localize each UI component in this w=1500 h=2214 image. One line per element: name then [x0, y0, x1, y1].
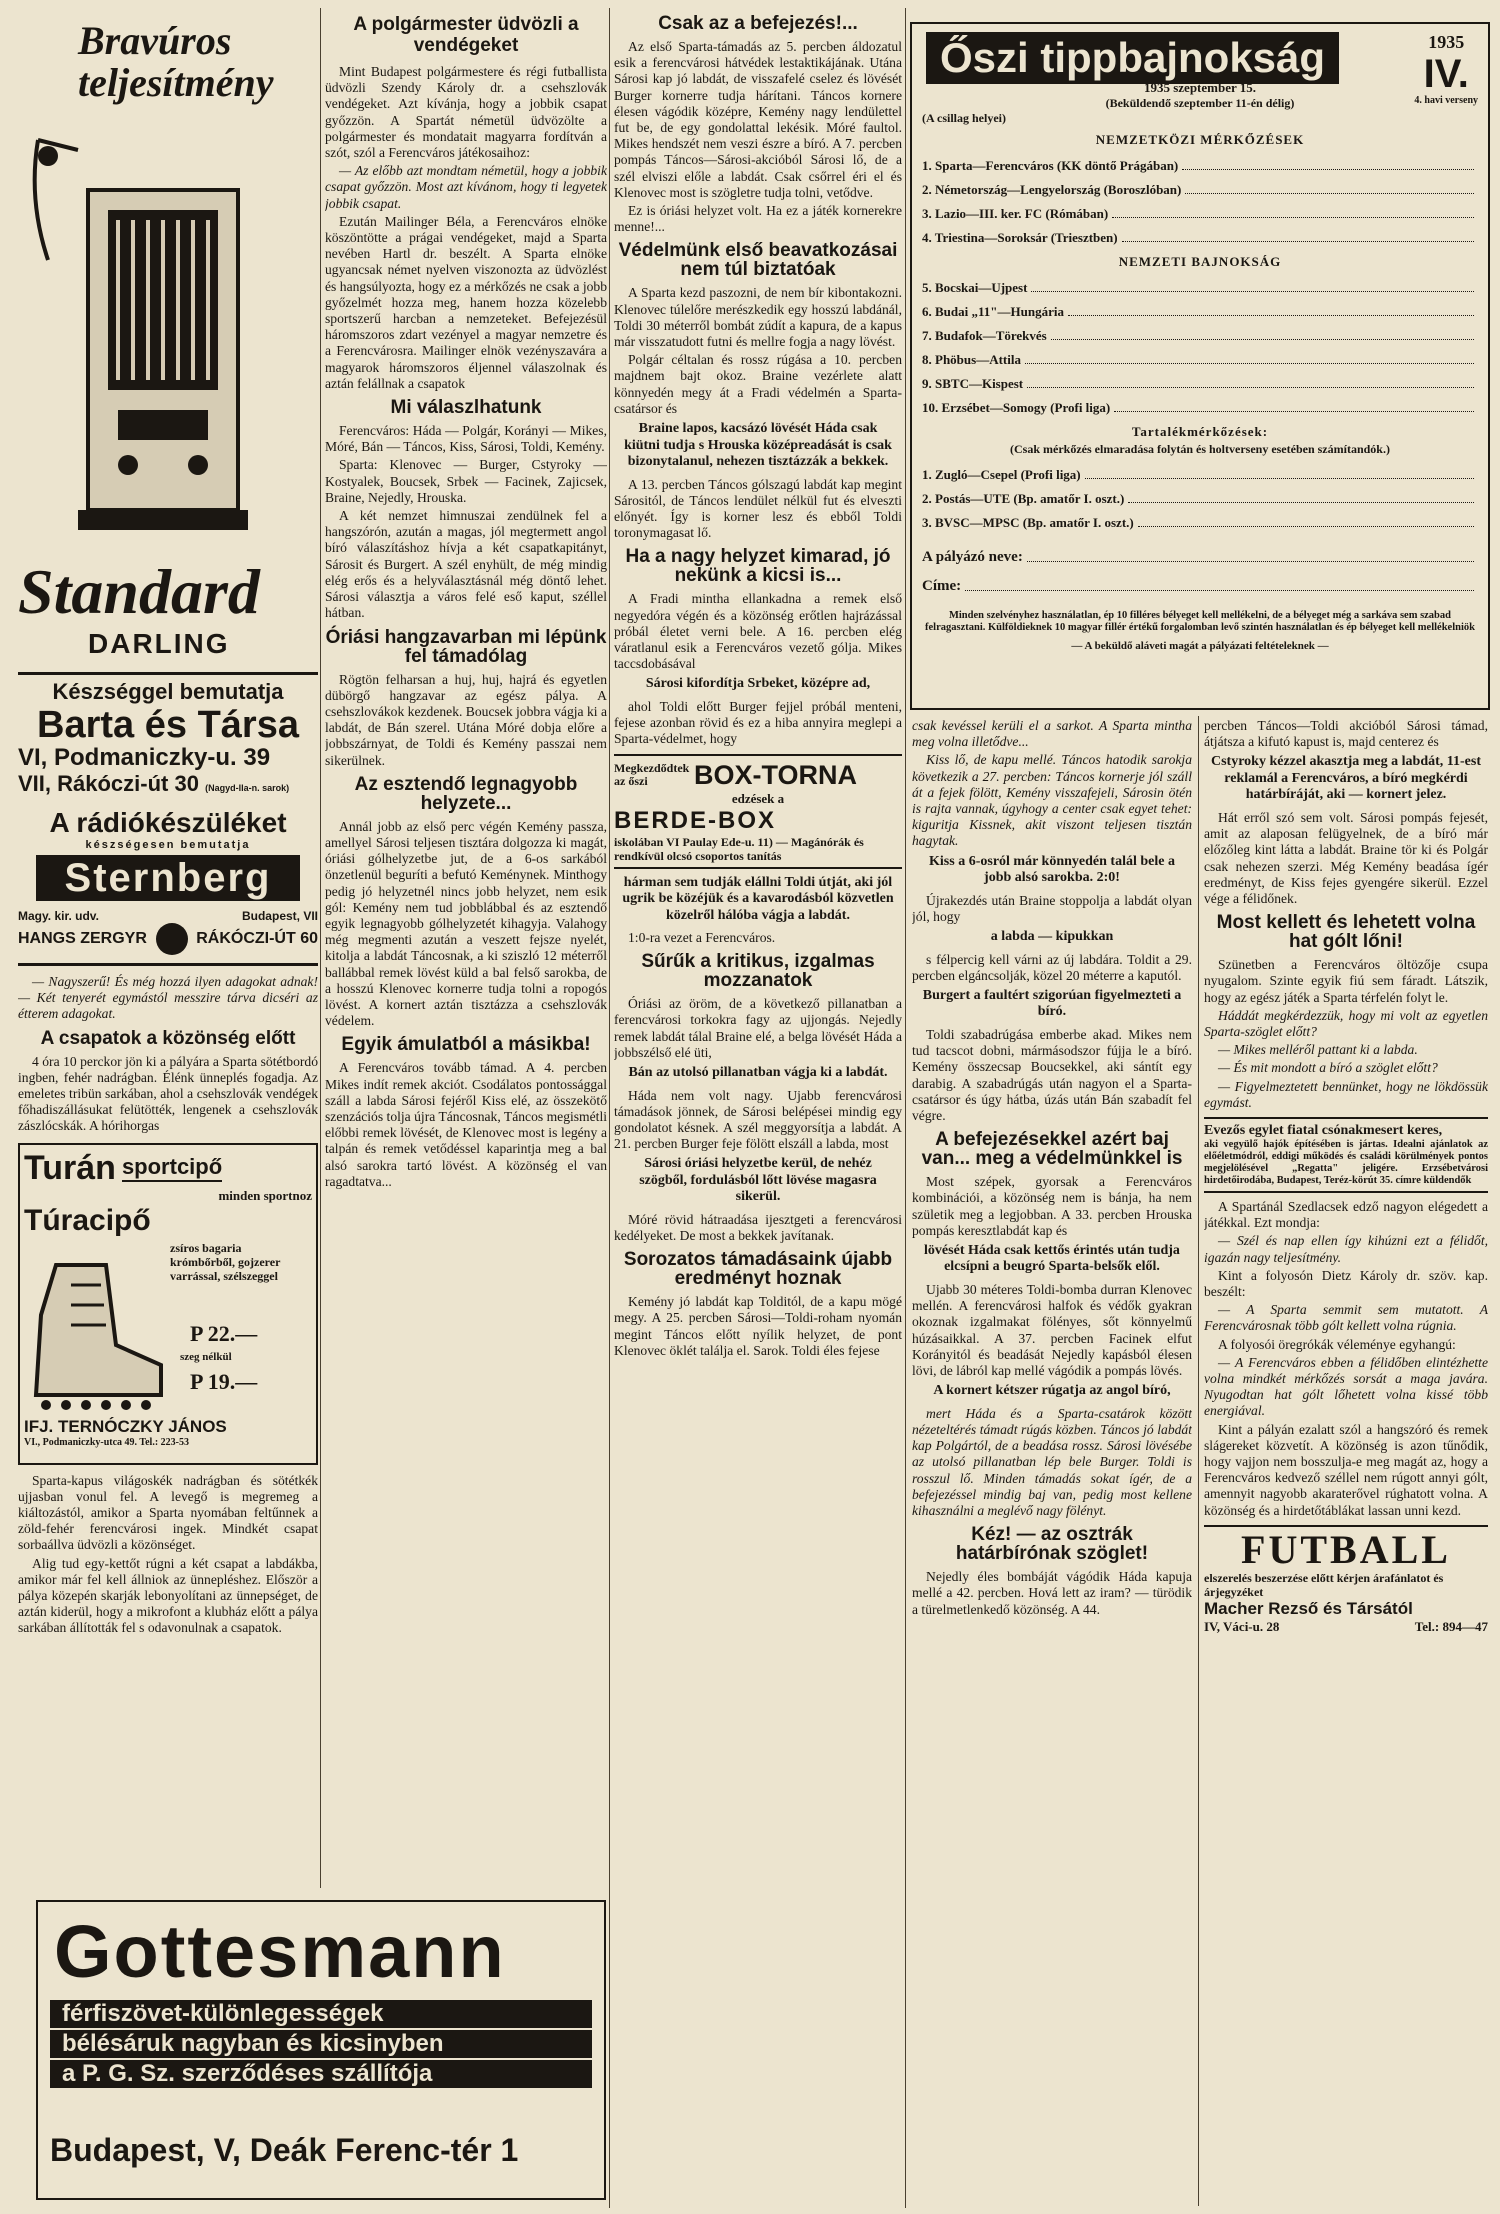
international-matches [922, 158, 1478, 245]
article-paragraph: Szünetben a Ferencváros öltözője csupa nyugalom. Szinte egyik fiú sem fáradt. Látszik, hogy az egész játék a Sparta térfelén folyt le. [1204, 957, 1488, 1005]
ad-text: aki vegyülő hajók építésében is jártas. Idealni ajánlatok az előéletmódról, eddigi működés és családi körülmények pontos megjelölésével „Regatta" jeligére. Erzsébetvárosi hirdetőirodába, Budapest, Teréz-körút 35. címre küldendők [1204, 1138, 1488, 1186]
berde-box-ad [614, 754, 902, 869]
highlight: Sárosi kifordítja Srbeket, középre ad, [645, 676, 871, 692]
article-paragraph: mert Háda és a Sparta-csatárok között nézeteltérés támadt rúgás közben. Táncos jó labdát kap Polgártól, de a beadása rossz. Sárosi lövésébe az utolsó pillanatban lép bele Burger. Toldi is rosszul lő. Minden támadás sokat ígér, de a befejezéssel mindig baj van, pedig most kellene kihasználni a meglévő nagy fölényt. [912, 1405, 1192, 1518]
ad-address: Budapest, V, Deák Ferenc-tér 1 [50, 2132, 519, 2168]
lineup-sparta: Sparta: Klenovec — Burger, Cstyroky — Kostyalek, Boucsek, Srbek — Facinek, Zajicsek, Braine, Nejedly, Hrouska. [325, 457, 607, 505]
ad-brand: Sternberg [36, 855, 300, 901]
subheading: Egyik ámulatból a másikba! [341, 1034, 591, 1056]
ad-price: P 22.— [190, 1320, 258, 1346]
match-row[interactable] [922, 467, 1478, 482]
article-paragraph: 4 óra 10 perckor jön ki a pályára a Sparta sötétbordó ingben, fehér nadrágban. Élénk ünneplés fogadja. Az emeletes tribün sarkában, ahol a csehszlovák vendégek főhadiszállásukat felütötték, lengenek a csehszlovák zászlócskák. A hórihorgas [18, 1053, 318, 1134]
match-label: 3. Lazio—III. ker. FC (Rómában) [922, 206, 1109, 221]
ad-text: Magy. kir. udv. [18, 909, 99, 923]
article-paragraph: Újrakezdés után Braine stoppolja a labdát olyan jól, hogy [912, 892, 1192, 924]
coupon-rules: Minden szelvényhez használatlan, ép 10 filléres bélyeget kell mellékelni, de a bélyeget még a sarkáva sem szabad felragasztani. Külföldieknek 10 magyar fillér értékű forgalomban levő szintén használatlan és ép bélyeget kell mellékelniök [925, 610, 1475, 633]
article-paragraph: Ezután Mailinger Béla, a Ferencváros elnöke köszöntötte a prágai vendégeket, majd a Sparta nevében Hartl dr. beszélt. A Sparta elnöke ugyancsak német nyelven viszonozta az üdvözlést és hangsúlyozta, hogy ez a mérkőzés ne csak a jobb győzelmét hozza meg, hanem hozza közelebb sportszerű harcban a nemzeteket. Befejezésül háromszoros zdart vezényel a magyar nemzetre és a Ferencvárosra. Mailinger elnök vezényszavára a magyarok háromszoros éljennel válaszolnak és aztán felállnak a csapatok [325, 213, 607, 391]
ad-model: DARLING [88, 628, 230, 659]
match-row[interactable] [922, 280, 1478, 295]
article-paragraph: Háddát megkérdezzük, hogy mi volt az egyetlen Sparta-szöglet előtt? [1204, 1007, 1488, 1039]
field-label: Címe: [922, 578, 962, 594]
column-2 [325, 8, 607, 1888]
match-row[interactable] [922, 515, 1478, 530]
article-paragraph: Móré rövid hátraadása ijesztgeti a ferencvárosi kedélyeket. De most a bekkek javítanak. [614, 1211, 902, 1244]
article-paragraph: Polgár céltalan és rossz rúgása a 10. percben majdnem bajt okoz. Braine vezérlete alatt könnyedén megy át a Fradi védelmén a Sparta-csatársor és [614, 352, 902, 416]
highlight: lövését Háda csak kettős érintés után tudja elcsípni a beugró Sparta-belsők elől. [924, 1242, 1180, 1275]
coupon-round: IV. [1423, 52, 1469, 96]
match-label: 10. Erzsébet—Somogy (Profi liga) [922, 400, 1111, 415]
column-rule [905, 8, 906, 2208]
coupon-deadline: (Beküldendő szeptember 11-én délig) [1105, 96, 1295, 110]
section-header: NEMZETI BAJNOKSÁG [1118, 254, 1282, 269]
article-paragraph: ahol Toldi előtt Burger fejjel próbál menteni, fejese azonban rövid és ez a hiba annyira meglepi a Sparta-védelmet, hogy [614, 698, 902, 747]
match-label: 4. Triestina—Soroksár (Triesztben) [922, 230, 1118, 245]
ad-headline: Bravúros teljesítmény [78, 18, 274, 105]
ad-address: RÁKÓCZI-ÚT 60 [196, 930, 318, 947]
subheading: A befejezésekkel azért baj van... meg a védelmünkkel is [921, 1129, 1183, 1170]
article-paragraph: Hát erről szó sem volt. Sárosi pompás fejesét, amit az alaposan felügyelnek, de a bíró már előzőleg kint látta a labdát. Braine tör ki és Polgár csak nehezen szerzi. Még Kemény beadása ígér eredményt, de Kiss fejes gyengére sikerül. Ezzel vége a félidőnek. [1204, 809, 1488, 906]
article-paragraph: — Figyelmeztetett bennünket, hogy ne lökdössük egymást. [1204, 1078, 1488, 1110]
gottesmann-ad [36, 1900, 606, 2200]
column-rule [609, 8, 610, 2208]
ad-headline: FUTBALL [1241, 1526, 1451, 1572]
field-label: A pályázó neve: [922, 549, 1023, 565]
article-paragraph: Nejedly éles bombáját vágódik Háda kapuja mellé a 42. percben. Hová lett az iram? — türödik a türelmetlenkedő közönség. A 44. [912, 1569, 1192, 1617]
article-paragraph: A Fradi mintha ellankadna a remek első negyedóra végén és a közönség erőtlen hajrázással próbál életet verni bele. A 16. percben elég váratlanul esik a Ferencváros vezető gólja. Mikes taccsdobásával [614, 591, 902, 672]
match-row[interactable] [922, 206, 1478, 221]
tip-entry-line[interactable] [1025, 363, 1474, 364]
ad-headline: BOX-TORNA [694, 759, 858, 790]
article-paragraph: Most szépek, gyorsak a Ferencváros kombinációi, a közönség nem is bánja, ha nem születik meg a legjobban. A 33. percben Hrouska pompás keresztlabdát kap és [912, 1174, 1192, 1238]
ad-product: sportcipő [122, 1154, 222, 1182]
evezos-classified-ad [1204, 1117, 1488, 1193]
article-paragraph: Toldi szabadrúgása emberbe akad. Mikes nem tud tacscot dobni, mármásodszor fújja le a bíró. Kemény összecsap Boucsekkel, aki sántít egy darabig. A szabadrúgás után nagyon el a Sparta-csatársor és úgy hátba, úzás után Bán szabadít fel végre. [912, 1026, 1192, 1123]
column-3 [614, 8, 902, 2208]
article-paragraph: A két nemzet himnuszai zendülnek fel a hangszórón, azután a magas, jól megtermett angol bíró válaszításhoz hívja a két csapatkapitányt, Sárosit és Burgert. A szél enyhült, de még mindig elég erős és a helyválasztásnál még döntő lehet. Sárosi választja a város felé eső kaput, széllel hátban. [325, 508, 607, 621]
ad-brand: Turán [24, 1148, 116, 1187]
match-row[interactable] [922, 376, 1478, 391]
coupon-date: 1935 szeptember 15. [1143, 80, 1257, 95]
ad-text: készségesen bemutatja [85, 839, 251, 851]
ad-address-note: (Nagyd-lla-n. sarok) [205, 783, 290, 793]
article-paragraph: — Nagyszerű! És még hozzá ilyen adagokat adnak! — Két tenyerét egymástól messzire tárva dicséri az étterem adagokat. [18, 974, 318, 1022]
ad-brand: Gottesmann [54, 1910, 506, 1993]
article-paragraph: — Szél és nap ellen így kihúzni ezt a félidőt, igazán nagy teljesítmény. [1204, 1233, 1488, 1265]
tip-entry-line[interactable] [1027, 387, 1474, 388]
subheading: Ha a nagy helyzet kimarad, jó nekünk a kicsi is... [625, 546, 891, 587]
applicant-address-field[interactable] [922, 579, 1478, 594]
tip-entry-line[interactable] [1122, 241, 1474, 242]
ad-text: a P. G. Sz. szerződéses szállítója [50, 2060, 592, 2088]
tip-entry-line[interactable] [1112, 217, 1474, 218]
column-rule [320, 8, 321, 1888]
subheading: Sűrűk a kritikus, izgalmas mozzanatok [641, 951, 875, 992]
match-label: 1. Sparta—Ferencváros (KK döntő Prágában) [922, 158, 1179, 173]
ad-text: minden sportnoz [218, 1187, 312, 1203]
match-label: 9. SBTC—Kispest [922, 376, 1024, 391]
reserve-matches [922, 467, 1478, 530]
article-paragraph: Alig tud egy-kettőt rúgni a két csapat a labdákba, amikor már fel kell állniok az ünnepléshez. Először a pálya közepén skarják lebonyolítani az ünnepséget, de aztán kiderül, hogy a mikrofont a klubház előtt a pálya sarkában állították fel s odavonulnak a csapatok. [18, 1555, 318, 1636]
match-label: 1. Zugló—Csepel (Profi liga) [922, 467, 1081, 482]
article-paragraph: A Sparta kezd paszozni, de nem bír kibontakozni. Klenovec túlelőre merészkedik egy hosszú labdánál, Toldi 30 méterről bombát zúdít a kapura, de a kapus már visszatudott futni és mellre fogja a nagy lövést. [614, 285, 902, 350]
tip-entry-line[interactable] [1114, 411, 1474, 412]
subheading: Csak az a befejezés!... [658, 13, 858, 34]
column-rule [1198, 716, 1199, 2206]
subheading: Sorozatos támadásaink újabb eredményt hoznak [623, 1249, 893, 1290]
ad-brand: BERDE-BOX [614, 806, 777, 834]
tip-entry-line[interactable] [1085, 478, 1474, 479]
ad-text: iskolában VI Paulay Ede-u. 11) — Magánórák és rendkívül olcsó csoportos tanítás [614, 834, 864, 863]
highlight: Bán az utolsó pillanatban vágja ki a labdát. [628, 1065, 888, 1081]
crest-icon [156, 923, 188, 955]
tip-entry-line[interactable] [1051, 339, 1474, 340]
ad-text: elszerelés beszerzése előtt kérjen árafánlatot és árjegyzéket [1204, 1570, 1444, 1599]
futball-ad [1204, 1525, 1488, 1635]
ad-brand: Barta és Társa [37, 704, 299, 746]
boot-illustration [26, 1255, 166, 1415]
ad-brand: Macher Rezső és Társától [1204, 1598, 1413, 1618]
article-paragraph: Ujabb 30 méteres Toldi-bomba durran Klenovec mellén. A ferencvárosi halfok és védők gyakran okoznak izgalmakat fölényes, sőt könnyelmű húzásaikkal. A 37. percben Facinek elfut Korányitól és beadását Nejedly kapásból élesen lövi, de lábról kap mellé vágódik a pompás lövés. [912, 1281, 1192, 1378]
article-paragraph: Ez is óriási helyzet volt. Ha ez a játék kornerekre menne!... [614, 203, 902, 235]
subheading: Most kellett és lehetett volna hat gólt lőni! [1216, 912, 1476, 953]
ad-text: zsíros bagaria krómbőrből, gojzerer varrással, szélszeggel [170, 1240, 281, 1283]
column-4a [912, 718, 1192, 2208]
match-label: 2. Postás—UTE (Bp. amatőr I. oszt.) [922, 491, 1125, 506]
ad-text: Készséggel bemutatja [52, 679, 284, 704]
column-1 [18, 8, 318, 1893]
match-row[interactable] [922, 400, 1478, 415]
subheading: Az esztendő legnagyobb helyzete... [354, 773, 578, 814]
ad-brand: HANGS ZERGYR [18, 930, 147, 947]
subheading: Mi válaszlhatunk [390, 397, 542, 419]
national-matches [922, 280, 1478, 415]
article-paragraph: — És mit mondott a bíró a szöglet előtt? [1218, 1060, 1438, 1076]
highlight: Braine lapos, kacsázó lövését Háda csak kiütni tudja s Hrouska középreadását is csak bizonytalanul, nehezen tisztázzák a bekkek. [624, 421, 892, 470]
radio-illustration [18, 120, 318, 560]
tip-entry-line[interactable] [1068, 315, 1474, 316]
article-paragraph: A folyosói öregrókák véleménye egyhangú: [1218, 1336, 1456, 1352]
section-header: NEMZETKÖZI MÉRKŐZÉSEK [1095, 132, 1305, 147]
ad-product: Túracipő [24, 1203, 151, 1237]
highlight: Cstyroky kézzel akasztja meg a labdát, 11-est reklamál a Ferencváros, a bíró megkérdi határbíráját, aki — kornert jelez. [1211, 754, 1481, 803]
match-row[interactable] [922, 328, 1478, 343]
standard-radio-ad [18, 20, 318, 660]
match-row[interactable] [922, 158, 1478, 173]
tip-entry-line[interactable] [1182, 169, 1474, 170]
ad-brand: Standard [18, 556, 260, 627]
ad-address: VII, Rákóczi-út 30 [18, 771, 199, 796]
ad-price: P 19.— [190, 1368, 258, 1394]
article-paragraph: Kemény jó labdát kap Tolditól, de a kapu mögé megy. A 25. percben Sárosi—Toldi-roham nyomán megint Táncos előtt nyílik helyzet, de pont Klenovec öklét találja el. Sarok. Toldi éles fejese [614, 1294, 902, 1358]
ad-address: IV, Váci-u. 28 [1204, 1618, 1280, 1634]
reserve-note: (Csak mérkőzés elmaradása folytán és holtverseny esetében számítandók.) [1010, 442, 1390, 456]
match-label: 2. Németország—Lengyelország (Boroszlóban) [922, 182, 1182, 197]
article-title: A polgármester üdvözli a vendégeket [353, 14, 579, 56]
coupon-note: (A csillag helyei) [922, 111, 1006, 125]
coupon-round-label: 4. havi verseny [1414, 95, 1478, 106]
article-paragraph: Kiss lő, de kapu mellé. Táncos hatodik sarokja következik a 27. percben: Táncos kornerje jól száll át a fejek fölött, Kemény visszafejeli, Sárosin ötén is rajta vannak, úgyhogy a center csak egyet tehet: kiguritja Kissnek, akit viszont teljesen tisztán hagytak. [912, 752, 1192, 849]
article-paragraph: Mint Budapest polgármestere és régi futballista üdvözli Szendy Károly dr. a csehszlovák vendégeket. Azt kívánja, hogy a jobbik csapat győzzön. A Spartát németül üdvözölte a polgármester és mondatait magyarra fordítván a szót, szól a Ferencváros játékosaihoz: [325, 64, 607, 161]
tip-entry-line[interactable] [1031, 291, 1474, 292]
article-paragraph: Sparta-kapus világoskék nadrágban és sötétkék ujjasban vonul fel. A levegő is megremeg a kiáltozástól, amikor a Sparta nyomában feltűnnek a zöld-fehér ferencvárosi ingek. Mindkét csapat sorbaállva üdvözli a közönséget. [18, 1472, 318, 1553]
ad-text: Megkezdődtek az őszi [614, 761, 690, 788]
match-label: 3. BVSC—MPSC (Bp. amatőr I. oszt.) [922, 515, 1134, 530]
divider [18, 963, 318, 966]
article-paragraph: — A Ferencváros ebben a félidőben elintézhette volna mindkét mérkőzés sorsát a maga javára. Nyugodtan hat gólt lőhetett volna kissé több energiával. [1204, 1354, 1488, 1419]
match-label: 8. Phöbus—Attila [922, 352, 1021, 367]
highlight: Kiss a 6-osról már könnyedén talál bele a jobb alsó sarokba. 2:0! [929, 853, 1175, 886]
tip-entry-line[interactable] [1138, 526, 1474, 527]
ad-text: bélésáruk nagyban és kicsinyben [50, 2030, 592, 2058]
article-paragraph: — A Sparta semmit sem mutatott. A Ferencvárosnak több gólt kellett volna rúgnia. [1204, 1302, 1488, 1334]
tip-entry-line[interactable] [1128, 502, 1474, 503]
subheading: A csapatok a közönség előtt [40, 1027, 296, 1049]
tippbajnoksag-coupon [910, 22, 1490, 710]
subheading: Óriási hangzavarban mi lépünk fel támadólag [325, 626, 607, 667]
subheading: Védelmünk első beavatkozásai nem túl biztatóak [618, 240, 898, 281]
article-paragraph: Háda nem volt nagy. Ujabb ferencvárosi támadások jönnek, de Sárosi belépései mindig egy gondolatot késnek. A szél meggyorsítja a labdát. A 21. percben Burger feje fölött elszáll a labda, most [614, 1087, 902, 1152]
highlight: a labda — kipukkan [990, 929, 1114, 945]
ad-text: szeg nélkül [180, 1350, 232, 1363]
ad-address: VI., Podmaniczky-utca 49. Tel.: 223-53 [24, 1436, 189, 1448]
lineup-ferencvaros: Ferencváros: Háda — Polgár, Korányi — Mikes, Móré, Bán — Táncos, Kiss, Sárosi, Toldi, Kemény. [325, 423, 607, 455]
ad-text: Budapest, VII [241, 909, 318, 923]
ad-address: VI, Podmaniczky-u. 39 [18, 744, 271, 771]
section-header: Tartalékmérkőzések: [1131, 424, 1269, 439]
highlight: A kornert kétszer rúgatja az angol bíró, [933, 1383, 1171, 1399]
article-paragraph: percben Táncos—Toldi akcióból Sárosi támad, átjátsza a kifutó kapust is, majd centerez és [1204, 718, 1488, 750]
highlight: Sárosi óriási helyzetbe kerül, de nehéz szögből, fordulásból lőtt lövése magasra sikerül. [639, 1156, 877, 1205]
article-paragraph: csak kevéssel kerüli el a sarkot. A Sparta mintha meg volna illetődve... [912, 718, 1192, 750]
match-label: 5. Bocskai—Ujpest [922, 280, 1028, 295]
match-label: 7. Budafok—Törekvés [922, 328, 1047, 343]
match-label: 6. Budai „11"—Hungária [922, 304, 1064, 319]
coupon-footer: — A beküldő aláveti magát a pályázati feltételeknek — [1071, 640, 1329, 652]
applicant-name-field[interactable] [922, 550, 1478, 565]
ad-text: férfiszövet-különlegességek [50, 2000, 592, 2028]
barta-ad [18, 679, 318, 955]
match-row[interactable] [922, 304, 1478, 319]
article-paragraph: A Spartánál Szedlacsek edző nagyon elégedett a játékkal. Ezt mondja: [1204, 1198, 1488, 1231]
subheading: Kéz! — az osztrák határbírónak szöglet! [955, 1524, 1149, 1565]
match-row[interactable] [922, 352, 1478, 367]
tip-entry-line[interactable] [1185, 193, 1474, 194]
coupon-year: 1935 [1428, 32, 1465, 52]
coupon-title: Őszi tippbajnokság [926, 32, 1339, 84]
ad-brand: IFJ. TERNÓCZKY JÁNOS [24, 1416, 227, 1436]
ad-headline: Evezős egylet fiatal csónakmesert keres, [1204, 1122, 1443, 1138]
match-row[interactable] [922, 491, 1478, 506]
ad-headline: A rádiókészüléket [49, 807, 287, 838]
highlight: Burgert a faultért szigorúan figyelmezteti a bíró. [922, 987, 1182, 1020]
article-paragraph: Kint a folyosón Dietz Károly dr. szöv. kap. beszélt: [1204, 1267, 1488, 1299]
article-paragraph: Kint a pályán ezalatt szól a hangszóró és remek slágereket közvetít. A közönség is azon tűnődik, hogy vajjon nem bosszulja-e meg magát az, hogy a Ferencváros kedvező széllel nem rúgott annyi gólt, amennyit nagyobb akaraterővel rúghatott volna. A közönség és a hirdetőtáblákat lassan unni kezd. [1204, 1421, 1488, 1518]
article-paragraph: Annál jobb az első perc végén Kemény passza, amellyel Sárosi teljesen tisztára dolgozza ki magát, óriási gólhelyzetbe jut, de a 6-os sarkából önzetlenül beguríti a befutó Keménynek. Minthogy pedig jó helyzetnél nincs jobb helyzet, nem esik gól: Kemény nem tud jobblábbal és az esztendő egyik legnagyobb gólhelyzetét kihagyja. Valahogy még megmenti azután a veszett fejsze nyelét, kitolja a labdát Táncosnak, a ki sziszló 12 méterről ballábbal remek lövést küld a bal felső sarokba, de a hosszú Klenovec kornerre tudja tolni a ropogós lövést. A kornert aztán tisztázza a csehszlovák védelem. [325, 818, 607, 1029]
article-paragraph: 1:0-ra vezet a Ferencváros. [628, 930, 776, 945]
match-row[interactable] [922, 230, 1478, 245]
column-4b [1204, 718, 1488, 2208]
article-paragraph: Óriási az öröm, de a következő pillanatban a ferencvárosi torkokra fagy az ujjongás. Nejedly remek labdát tálal Braine elé, a belga lövését Háda a jobbszélső elé üti, [614, 996, 902, 1060]
article-paragraph: A 13. percben Táncos gólszagú labdát kap megint Sárositól, de Táncos lendület nélkül fut és elveszti előnyét. Így is korner lesz és ebből Toldi toronymagasat lő. [614, 476, 902, 541]
article-paragraph: Az első Sparta-támadás az 5. percben áldozatul esik a ferencvárosi hátvédek lestaktikájának. Utána Sárosi kap jó labdát, de visszafelé cselez és lövését Burger kornerre tudja hárítani. Táncos kornere élesen vágódik középre, Kemény nagy lendülettel fut be, de egy gondolattal lekésik. Móré faultol. Mikes hendszét nem veszi észre a bíró. A 7. percben pompás Táncos—Sárosi-akcióból Sárosi lő, de a szél elviszi előle a labdát. Csak csőrrel éri el és Klenovec most is szögletre tudja tolni, vetődve. [614, 39, 902, 200]
article-paragraph: A Ferencváros tovább támad. A 4. percben Mikes indít remek akciót. Csodálatos pontossággal száll a labda Sárosi fejéről Kiss elé, az összekötő szenzációs tolja újra Táncosnak, Táncos megismétli előbbi remek lövését, de Klenovec most is legény a talpán és remek vetődéssel kaparintja meg a bal alsó sarokra tartó lövést. A közönség el van ragadtatva... [325, 1060, 607, 1189]
article-paragraph: — Az előbb azt mondtam németül, hogy a jobbik csapat győzzön. Most azt kívánom, hogy ti legyetek jobbik csapat. [325, 163, 607, 211]
highlight: hárman sem tudják elállni Toldi útját, aki jól ugrik be közéjük és a kavarodásból közvetlen közelről hálóba vágja a labdát. [622, 874, 894, 923]
ad-phone: Tel.: 894—47 [1414, 1618, 1488, 1634]
article-paragraph: Rögtön felharsan a huj, huj, hajrá és egyetlen dübörgő hangzavar az egész pálya. A csehszlovákok kezdenek. Boucsek jobbra vágja ki a labdát, de Bán szerel. Utána Móré dobja előre a jobbszárnyat, de Toldi és Kemény passzai nem sikerülnek. [325, 671, 607, 768]
article-paragraph: s félpercig kell várni az új labdára. Toldit a 29. percben elgáncsolják, közel 20 méterre a kaputól. [912, 951, 1192, 983]
match-row[interactable] [922, 182, 1478, 197]
divider [18, 672, 318, 675]
article-paragraph: — Mikes melléről pattant ki a labda. [1218, 1042, 1418, 1058]
turan-ad [18, 1143, 318, 1465]
ad-text: edzések a [731, 790, 785, 806]
